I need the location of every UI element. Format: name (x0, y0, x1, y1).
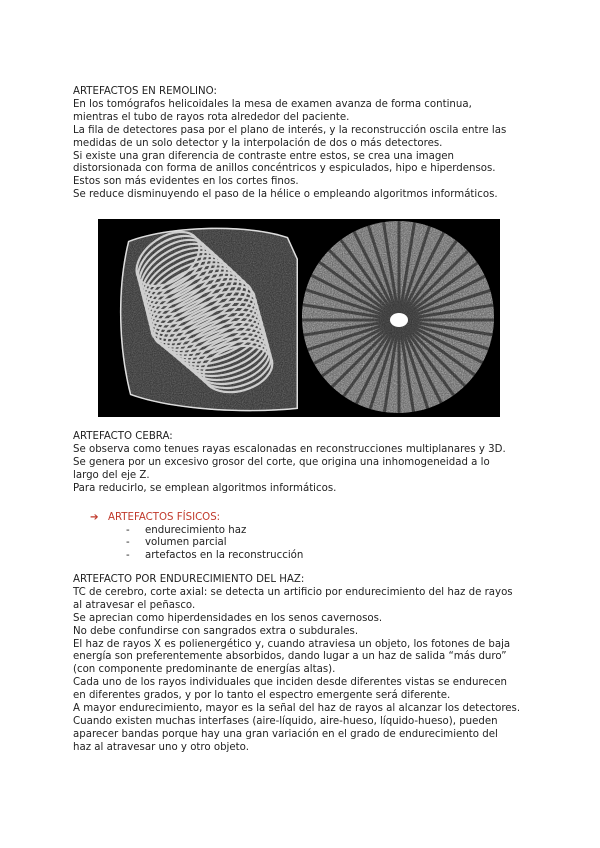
hardening-line: Cada uno de los rayos individuales que inciden desde diferentes vistas se endurecen (73, 677, 507, 689)
zebra-line: Para reducirlo, se emplean algoritmos informáticos. (73, 482, 337, 494)
physical-artifacts-list (90, 512, 303, 562)
hardening-line: haz al atravesar uno y otro objeto. (73, 741, 249, 753)
swirl-line: Si existe una gran diferencia de contraste entre estos, se crea una imagen (73, 150, 455, 162)
hardening-line: No debe confundirse con sangrados extra o subdurales. (73, 625, 359, 637)
hardening-line: energía son preferentemente absorbidos, dando lugar a un haz de salida “más duro” (73, 651, 507, 663)
swirl-heading: ARTEFACTOS EN REMOLINO: (73, 86, 217, 97)
swirl-line: distorsionada con forma de anillos concéntricos y espiculados, hipo e hiperdensos. (73, 163, 496, 175)
swirl-line: Estos son más evidentes en los cortes finos. (73, 176, 299, 188)
swirl-artifact-section (73, 86, 543, 202)
zebra-line: Se observa como tenues rayas escalonadas en reconstrucciones multiplanares y 3D. (73, 443, 506, 455)
hardening-heading: ARTEFACTO POR ENDURECIMIENTO DEL HAZ: (73, 574, 305, 585)
beam-hardening-section (73, 574, 543, 755)
swirl-line: Se reduce disminuyendo el paso de la hélice o empleando algoritmos informáticos. (73, 189, 498, 201)
hardening-line: A mayor endurecimiento, mayor es la señal del haz de rayos al alcanzar los detectores. (73, 703, 521, 715)
list-item: - volumen parcial (126, 537, 227, 549)
physical-artifacts-items (90, 525, 303, 563)
zebra-line: Se genera por un excesivo grosor del corte, que origina una inhomogeneidad a lo (73, 456, 490, 468)
swirl-line: mientras el tubo de rayos rota alrededor del paciente. (73, 111, 350, 123)
zebra-line: largo del eje Z. (73, 469, 150, 481)
hardening-line: al atravesar el peñasco. (73, 599, 196, 611)
ct-artifact-figure (98, 219, 500, 417)
list-item: - endurecimiento haz (126, 524, 247, 536)
hardening-line: en diferentes grados, y por lo tanto el espectro emergente será diferente. (73, 690, 451, 702)
list-item: - artefactos en la reconstrucción (126, 549, 304, 561)
zebra-artifact-section (73, 431, 543, 496)
hardening-line: aparecer bandas porque hay una gran variación en el grado de endurecimiento del (73, 728, 498, 740)
hardening-line: Se aprecian como hiperdensidades en los senos cavernosos. (73, 612, 383, 624)
hardening-line: TC de cerebro, corte axial: se detecta un artificio por endurecimiento del haz de rayos (73, 586, 513, 598)
ct-artifact-images (98, 219, 500, 417)
swirl-line: En los tomógrafos helicoidales la mesa de examen avanza de forma continua, (73, 98, 472, 110)
arrow-right-icon: ➔ (90, 512, 99, 523)
hardening-line: El haz de rayos X es polienergético y, cuando atraviesa un objeto, los fotones de baja (73, 638, 511, 650)
swirl-line: La fila de detectores pasa por el plano de interés, y la reconstrucción oscila entre las (73, 124, 507, 136)
physical-artifacts-title: ➔ ARTEFACTOS FÍSICOS: (90, 512, 221, 523)
hardening-line: Cuando existen muchas interfases (aire-líquido, aire-hueso, líquido-hueso), pueden (73, 715, 498, 727)
swirl-line: medidas de un solo detector y la interpolación de dos o más detectores. (73, 137, 443, 149)
hardening-line: (con componente predominante de energías altas). (73, 664, 336, 676)
zebra-heading: ARTEFACTO CEBRA: (73, 431, 173, 442)
swirl-artifact-image (98, 219, 303, 417)
